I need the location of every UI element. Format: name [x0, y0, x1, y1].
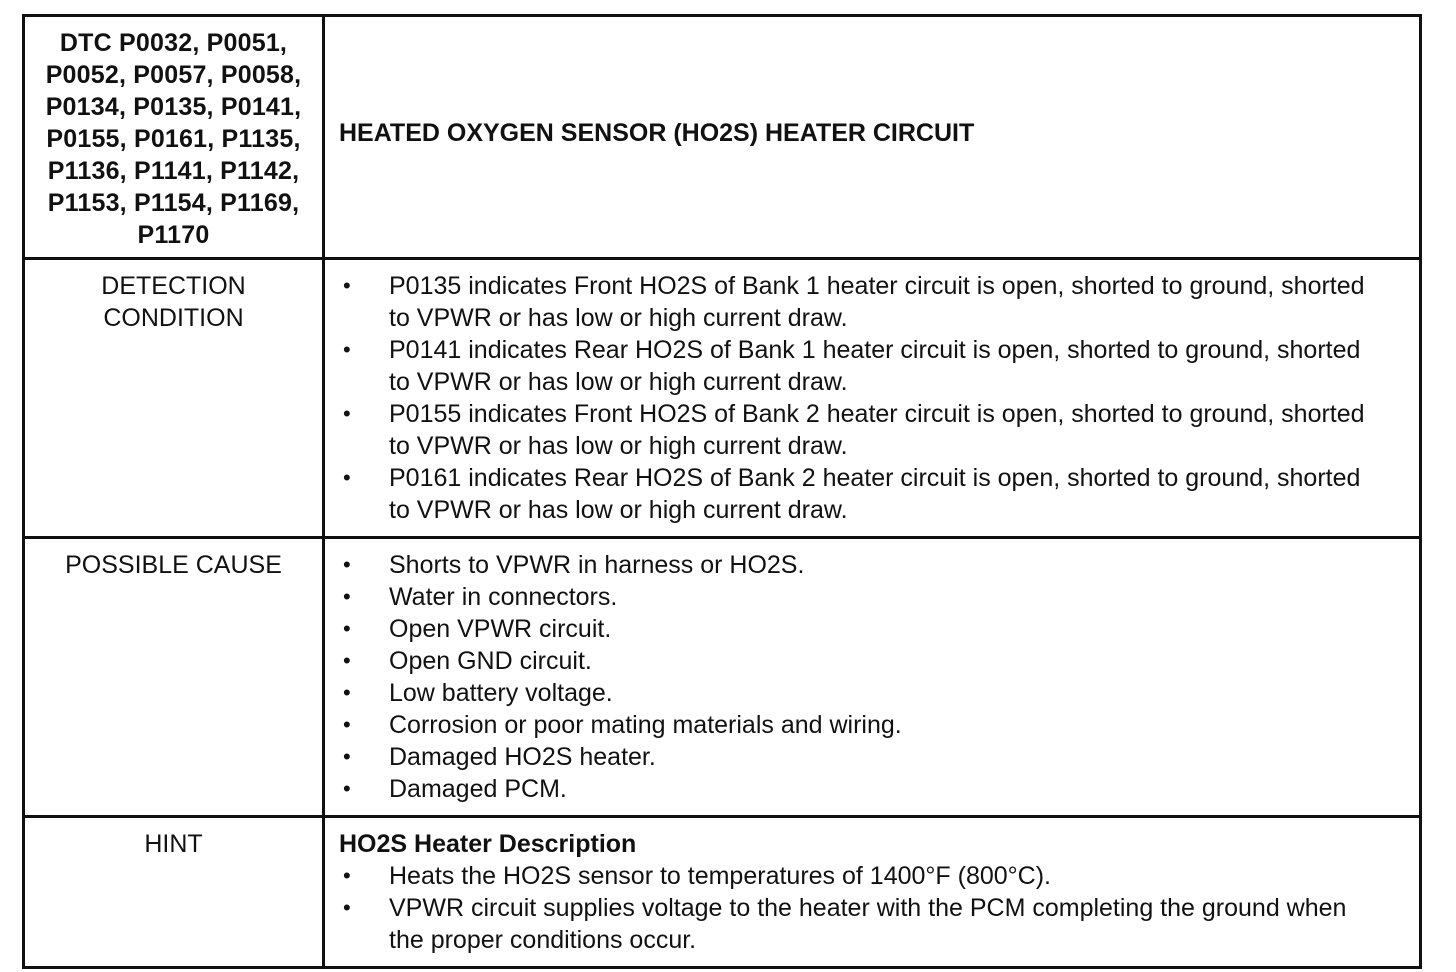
detection-list [325, 260, 1419, 536]
list-item-text: Low battery voltage. [389, 679, 613, 707]
hint-content-cell [324, 817, 1421, 968]
list-item [339, 741, 1379, 773]
page-title: HEATED OXYGEN SENSOR (HO2S) HEATER CIRCUIT [339, 119, 975, 147]
list-item-text: Heats the HO2S sensor to temperatures of 1400°F (800°C). [389, 862, 1051, 890]
title-cell [324, 16, 1421, 259]
list-item [339, 892, 1379, 956]
header-row [24, 16, 1421, 259]
cause-row [24, 538, 1421, 817]
list-item [339, 334, 1379, 398]
detection-label-line: CONDITION [103, 304, 244, 332]
list-item [339, 398, 1379, 462]
bullet-icon: • [343, 863, 351, 888]
list-item-text: Open VPWR circuit. [389, 615, 612, 643]
list-item [339, 709, 1379, 741]
list-item-text: VPWR circuit supplies voltage to the heater with the PCM completing the ground when the proper conditions occur. [389, 894, 1347, 954]
bullet-icon: • [343, 712, 351, 737]
detection-label [25, 260, 322, 334]
detection-label-cell [24, 259, 324, 538]
dtc-code-line: P1153, P1154, P1169, [47, 189, 300, 217]
list-item [339, 773, 1379, 805]
list-item-text: Damaged PCM. [389, 775, 567, 803]
bullet-icon: • [343, 744, 351, 769]
list-item-text: P0141 indicates Rear HO2S of Bank 1 heater circuit is open, shorted to ground, shorted to VPWR or has low or high current draw. [389, 336, 1361, 396]
list-item [339, 860, 1379, 892]
hint-label-cell [24, 817, 324, 968]
hint-heading: HO2S Heater Description [339, 830, 637, 858]
dtc-code-line: P1170 [137, 221, 210, 249]
dtc-codes-cell [24, 16, 324, 259]
bullet-icon: • [343, 776, 351, 801]
detection-label-line: DETECTION [101, 272, 246, 300]
cause-content-cell [324, 538, 1421, 817]
list-item [339, 270, 1379, 334]
bullet-icon: • [343, 337, 351, 362]
list-item-text: P0155 indicates Front HO2S of Bank 2 heater circuit is open, shorted to ground, shorted to VPWR or has low or high current draw. [389, 400, 1365, 460]
list-item-text: Damaged HO2S heater. [389, 743, 656, 771]
bullet-icon: • [343, 273, 351, 298]
dtc-table [22, 14, 1422, 969]
dtc-codes [25, 17, 322, 257]
dtc-code-line: P0134, P0135, P0141, [45, 93, 302, 121]
list-item-text: Corrosion or poor mating materials and wiring. [389, 711, 902, 739]
bullet-icon: • [343, 465, 351, 490]
list-item [339, 581, 1379, 613]
cause-label-cell [24, 538, 324, 817]
cause-list [325, 539, 1419, 815]
dtc-code-line: P1136, P1141, P1142, [47, 157, 300, 185]
hint-label: HINT [144, 830, 203, 858]
dtc-code-line: DTC P0032, P0051, [59, 29, 288, 57]
dtc-code-line: P0155, P0161, P1135, [46, 125, 301, 153]
bullet-icon: • [343, 616, 351, 641]
bullet-icon: • [343, 401, 351, 426]
bullet-icon: • [343, 895, 351, 920]
detection-row [24, 259, 1421, 538]
list-item [339, 677, 1379, 709]
hint-row [24, 817, 1421, 968]
cause-label: POSSIBLE CAUSE [65, 551, 282, 579]
list-item-text: Water in connectors. [389, 583, 618, 611]
bullet-icon: • [343, 680, 351, 705]
hint-list [325, 860, 1419, 966]
list-item-text: P0135 indicates Front HO2S of Bank 1 heater circuit is open, shorted to ground, shorted to VPWR or has low or high current draw. [389, 272, 1365, 332]
list-item [339, 462, 1379, 526]
list-item [339, 613, 1379, 645]
list-item-text: Shorts to VPWR in harness or HO2S. [389, 551, 805, 579]
dtc-code-line: P0052, P0057, P0058, [45, 61, 302, 89]
detection-content-cell [324, 259, 1421, 538]
list-item-text: Open GND circuit. [389, 647, 592, 675]
bullet-icon: • [343, 552, 351, 577]
bullet-icon: • [343, 648, 351, 673]
list-item [339, 549, 1379, 581]
list-item-text: P0161 indicates Rear HO2S of Bank 2 heater circuit is open, shorted to ground, shorted to VPWR or has low or high current draw. [389, 464, 1361, 524]
bullet-icon: • [343, 584, 351, 609]
list-item [339, 645, 1379, 677]
